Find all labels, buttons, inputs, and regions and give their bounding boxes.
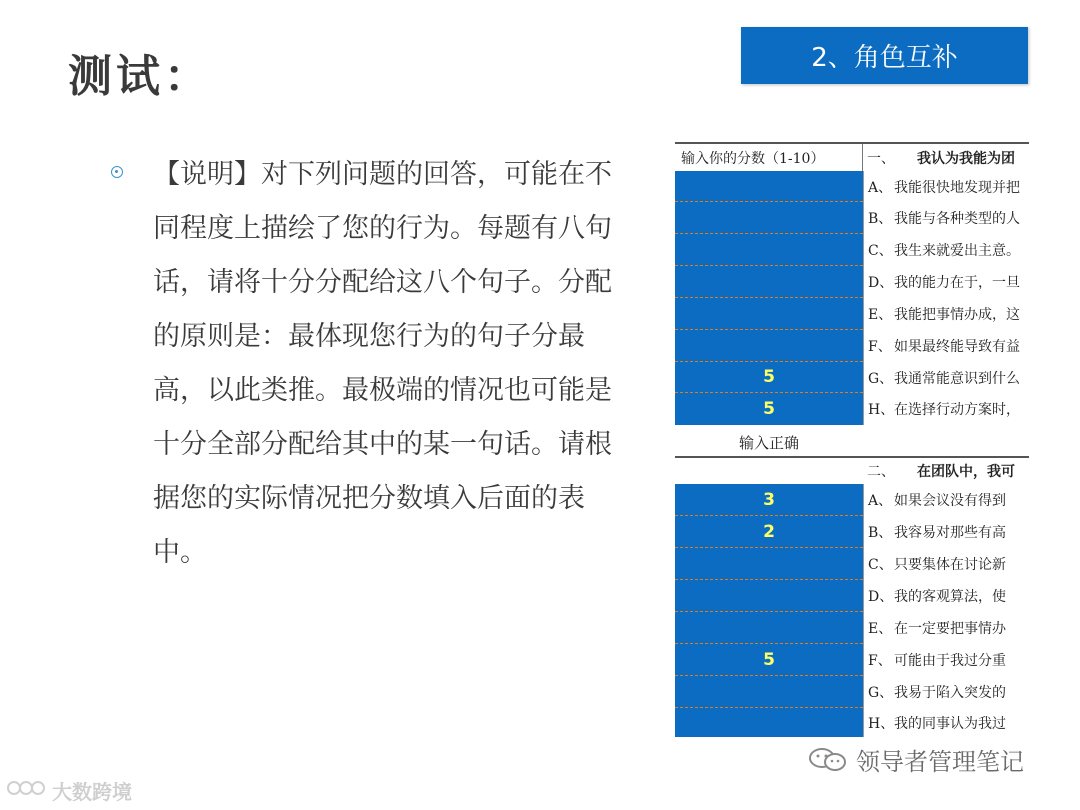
section1-title: 我认为我能为团: [917, 151, 1015, 167]
table-row: [675, 708, 1029, 737]
score-cell[interactable]: [675, 580, 863, 612]
table-row: [675, 580, 1029, 612]
row-letter: C、: [868, 557, 893, 573]
table-row: [675, 266, 1029, 298]
score-cell[interactable]: [675, 298, 863, 330]
row-letter: A、: [868, 179, 893, 196]
score-cell[interactable]: [675, 676, 863, 708]
statement-text: 我能把事情办成，这: [894, 307, 1020, 323]
source-logo-icon: [6, 777, 48, 804]
statement-text: 我能很快地发现并把: [894, 179, 1020, 196]
section2-title: 在团队中，我可: [917, 464, 1015, 480]
score-cell[interactable]: [675, 708, 863, 737]
statement-text: 我的能力在于，一旦: [894, 275, 1020, 291]
statement-text: 只要集体在讨论新: [894, 557, 1006, 573]
row-letter: E、: [868, 621, 893, 637]
source-watermark: [6, 776, 132, 805]
statement-text: 我易于陷入突发的: [894, 685, 1006, 701]
circle-bullet-icon: [111, 166, 123, 178]
section1-header-row: [675, 142, 1029, 173]
validation-row: [675, 428, 1029, 456]
score-cell[interactable]: [675, 234, 863, 266]
table-row: [675, 516, 1029, 548]
table-row: [675, 330, 1029, 362]
statement-text: 我容易对那些有高: [894, 525, 1006, 541]
table-row: [675, 676, 1029, 708]
row-letter: B、: [868, 211, 893, 227]
section2-header-row: [675, 456, 1029, 485]
table-row: [675, 484, 1029, 516]
row-letter: A、: [868, 493, 893, 509]
row-letter: D、: [868, 275, 894, 291]
statement-text: 我的客观算法，使: [894, 589, 1006, 605]
score-cell[interactable]: [675, 548, 863, 580]
section2-number: 二、: [867, 464, 895, 480]
row-letter: D、: [868, 589, 894, 605]
row-letter: G、: [868, 685, 894, 701]
slide-title: 测试：: [68, 51, 212, 102]
row-letter: E、: [868, 307, 893, 323]
table-row: [675, 171, 1029, 202]
statement-text: 可能由于我过分重: [894, 653, 1006, 669]
wechat-account-name: 领导者管理笔记: [856, 748, 1024, 776]
section1-number: 一、: [867, 151, 895, 167]
statement-text: 我能与各种类型的人: [894, 211, 1020, 227]
statement-text: 在一定要把事情办: [894, 621, 1006, 637]
score-spreadsheet: [675, 138, 1029, 738]
score-cell[interactable]: 3: [675, 484, 863, 516]
instruction-text: 【说明】对下列问题的回答，可能在不同程度上描绘了您的行为。每题有八句话，请将十分分配给这八个句子。分配的原则是：最体现您行为的句子分最高，以此类推。最极端的情况也可能是十分全部分配给其中的某一句话。请根据您的实际情况把分数填入后面的表中。: [153, 159, 612, 568]
row-letter: G、: [868, 370, 894, 387]
table-row: [675, 234, 1029, 266]
validation-status: 输入正确: [738, 433, 799, 452]
row-letter: F、: [868, 653, 892, 669]
section-badge-label: 2、角色互补: [811, 43, 958, 73]
table-row: [675, 644, 1029, 676]
table-row: [675, 393, 1029, 425]
score-cell[interactable]: [675, 171, 863, 202]
row-letter: H、: [868, 715, 895, 732]
statement-text: 我生来就爱出主意。: [894, 243, 1020, 259]
statement-text: 我的同事认为我过: [894, 715, 1006, 732]
row-letter: B、: [868, 525, 893, 541]
score-cell[interactable]: 5: [675, 644, 863, 676]
table-row: [675, 362, 1029, 393]
score-cell[interactable]: [675, 330, 863, 362]
score-cell[interactable]: [675, 266, 863, 298]
row-letter: H、: [868, 402, 895, 418]
statement-text: 在选择行动方案时，: [894, 402, 1020, 418]
table-row: [675, 612, 1029, 644]
score-cell[interactable]: [675, 612, 863, 644]
wechat-logo-icon: [808, 747, 852, 773]
score-cell[interactable]: 5: [675, 362, 863, 393]
score-cell[interactable]: [675, 202, 863, 234]
wechat-watermark: [808, 742, 1024, 777]
row-letter: C、: [868, 243, 893, 259]
statement-text: 如果最终能导致有益: [894, 339, 1020, 355]
score-column-header: 输入你的分数（1-10）: [675, 144, 863, 172]
source-name: 大数跨境: [52, 780, 132, 804]
statement-text: 如果会议没有得到: [894, 493, 1006, 509]
row-letter: F、: [868, 339, 892, 355]
table-row: [675, 298, 1029, 330]
section-badge: [741, 27, 1028, 84]
score-cell[interactable]: 2: [675, 516, 863, 548]
score-cell[interactable]: 5: [675, 393, 863, 425]
table-row: [675, 202, 1029, 234]
statement-text: 我通常能意识到什么: [894, 370, 1020, 387]
table-row: [675, 548, 1029, 580]
